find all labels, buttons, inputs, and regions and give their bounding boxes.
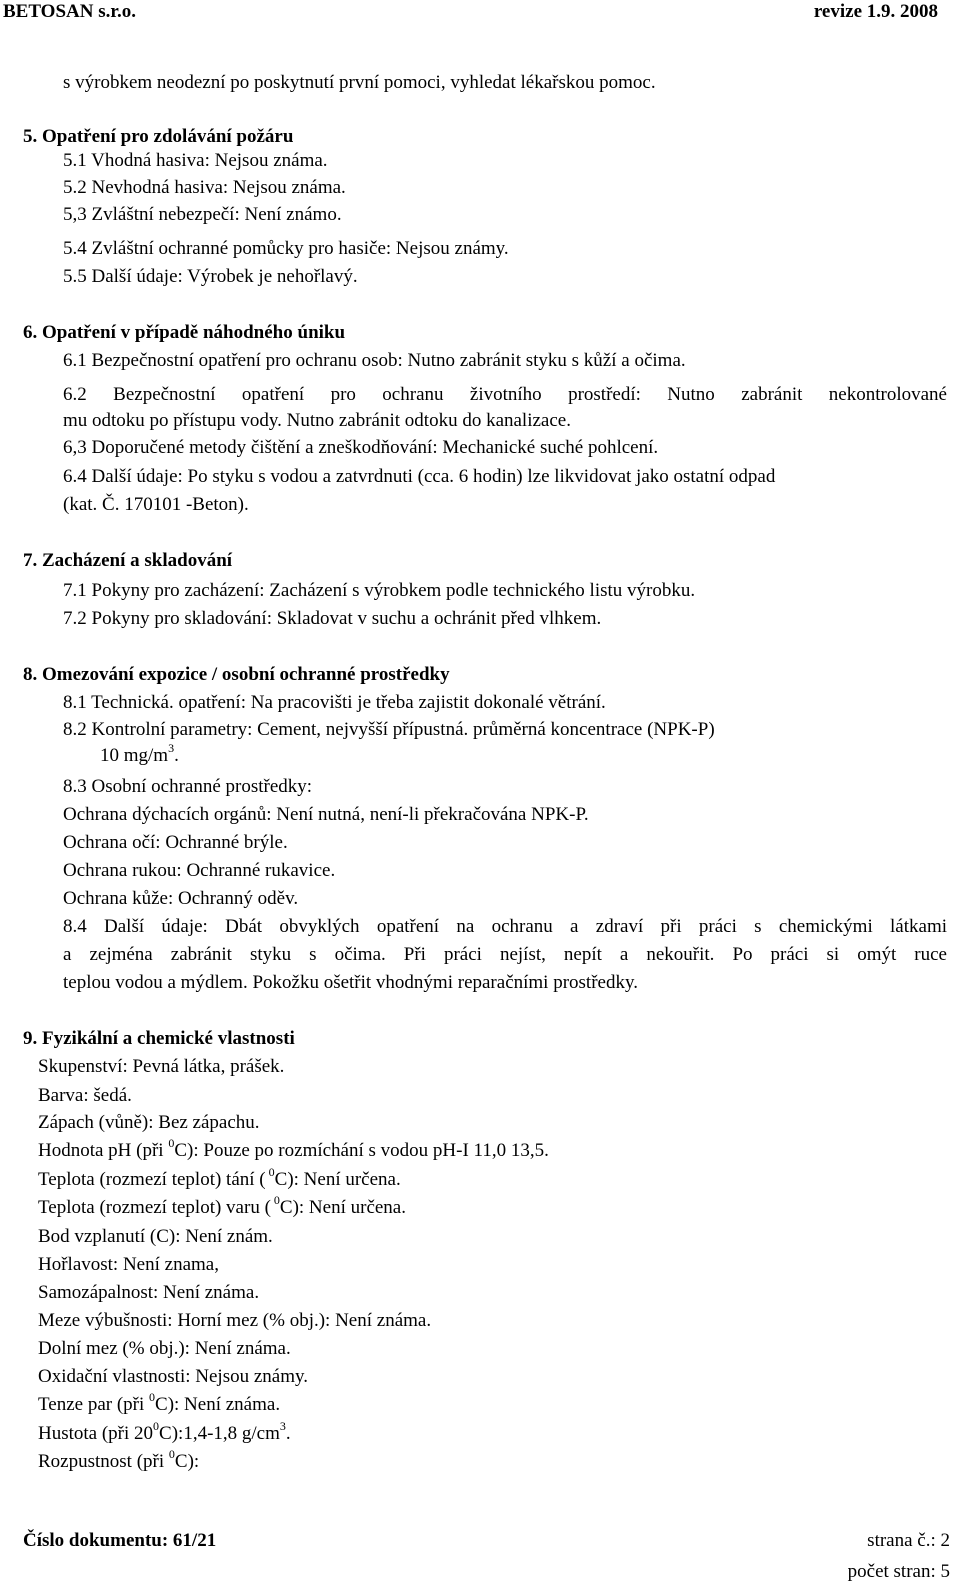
item-6-4-line1: 6.4 Další údaje: Po styku s vodou a zatvrdnuti (cca. 6 hodin) lze likvidovat jako ostatní odpad (63, 466, 776, 487)
prop-zapach: Zápach (vůně): Bez zápachu. (38, 1112, 260, 1133)
prop-tani: Teplota (rozmezí teplot) tání ( $^0$C): Není určena. (38, 1164, 401, 1190)
prop-rozpustnost: Rozpustnost (při $^0$C): (38, 1446, 200, 1472)
section-7-title: 7. Zacházení a skladování (23, 550, 233, 571)
section-8-title: 8. Omezování expozice / osobní ochranné prostředky (23, 664, 450, 685)
protection-respiratory: Ochrana dýchacích orgánů: Není nutná, není-li překračována NPK-P. (63, 804, 589, 825)
item-6-2-line1: 6.2 Bezpečnostní opatření pro ochranu životního prostředí: Nutno zabránit nekontrolované (63, 384, 947, 405)
page-count: počet stran: 5 (847, 1561, 950, 1582)
item-8-2-value: 10 $mg/m^3$. (100, 740, 179, 766)
prop-oxidacni: Oxidační vlastnosti: Nejsou známy. (38, 1366, 308, 1387)
prop-varu: Teplota (rozmezí teplot) varu ( $^0$C): Není určena. (38, 1192, 406, 1218)
prop-meze: Meze výbušnosti: Horní mez (% obj.): Není známa. (38, 1310, 432, 1331)
document-number: Číslo dokumentu: 61/21 (23, 1530, 217, 1551)
page-number: strana č.: 2 (867, 1530, 950, 1551)
prop-dolni-mez: Dolní mez (% obj.): Není známa. (38, 1338, 291, 1359)
item-5-5: 5.5 Další údaje: Výrobek je nehořlavý. (63, 266, 358, 287)
prop-barva: Barva: šedá. (38, 1085, 132, 1106)
section-5-title: 5. Opatření pro zdolávání požáru (23, 126, 294, 147)
protection-eyes: Ochrana očí: Ochranné brýle. (63, 832, 288, 853)
item-6-3: 6,3 Doporučené metody čištění a zneškodňování: Mechanické suché pohlcení. (63, 437, 659, 458)
item-8-2: 8.2 Kontrolní parametry: Cement, nejvyšší přípustná. průměrná koncentrace (NPK-P) (63, 719, 715, 740)
item-6-2-line2: mu odtoku po přístupu vody. Nutno zabránit odtoku do kanalizace. (63, 410, 571, 431)
prop-skupenstvi: Skupenství: Pevná látka, prášek. (38, 1056, 285, 1077)
item-6-1: 6.1 Bezpečnostní opatření pro ochranu osob: Nutno zabránit styku s kůží a očima. (63, 350, 686, 371)
item-8-4-line2: a zejména zabránit styku s očima. Při práci nejíst, nepít a nekouřit. Po práci si omýt ruce (63, 944, 947, 965)
item-8-1: 8.1 Technická. opatření: Na pracovišti je třeba zajistit dokonalé větrání. (63, 692, 606, 713)
company-name: BETOSAN s.r.o. (3, 1, 137, 22)
item-8-3: 8.3 Osobní ochranné prostředky: (63, 776, 313, 797)
intro-line: s výrobkem neodezní po poskytnutí první pomoci, vyhledat lékařskou pomoc. (63, 72, 656, 93)
prop-tenze-par: Tenze par (při $^0$C): Není známa. (38, 1389, 281, 1415)
item-8-4-line3: teplou vodou a mýdlem. Pokožku ošetřit vhodnými reparačními prostředky. (63, 972, 638, 993)
section-9-title: 9. Fyzikální a chemické vlastnosti (23, 1028, 295, 1049)
item-7-2: 7.2 Pokyny pro skladování: Skladovat v suchu a ochránit před vlhkem. (63, 608, 602, 629)
item-5-4: 5.4 Zvláštní ochranné pomůcky pro hasiče: Nejsou známy. (63, 238, 509, 259)
item-7-1: 7.1 Pokyny pro zacházení: Zacházení s výrobkem podle technického listu výrobku. (63, 580, 696, 601)
protection-skin: Ochrana kůže: Ochranný oděv. (63, 888, 299, 909)
item-6-4-line2: (kat. Č. 170101 -Beton). (63, 494, 249, 515)
prop-samozapalnost: Samozápalnost: Není známa. (38, 1282, 260, 1303)
item-8-4-line1: 8.4 Další údaje: Dbát obvyklých opatření na ochranu a zdraví při práci s chemickými látkami (63, 916, 947, 937)
page-header (0, 0, 960, 26)
section-6-title: 6. Opatření v případě náhodného úniku (23, 322, 346, 343)
prop-bod-vzplanuti: Bod vzplanutí (C): Není znám. (38, 1226, 273, 1247)
item-5-3: 5,3 Zvláštní nebezpečí: Není známo. (63, 204, 342, 225)
revision-date: revize 1.9. 2008 (813, 1, 938, 22)
prop-hustota: Hustota (při $20^0C):1,4-1,8$ $g/cm^3$. (38, 1418, 291, 1444)
protection-hands: Ochrana rukou: Ochranné rukavice. (63, 860, 336, 881)
prop-ph: Hodnota pH (při $^0$C): Pouze po rozmíchání s vodou pH-I 11,0 13,5. (38, 1135, 549, 1161)
prop-horlavost: Hořlavost: Není znama, (38, 1254, 219, 1275)
item-5-2: 5.2 Nevhodná hasiva: Nejsou známa. (63, 177, 346, 198)
item-5-1: 5.1 Vhodná hasiva: Nejsou známa. (63, 150, 328, 171)
